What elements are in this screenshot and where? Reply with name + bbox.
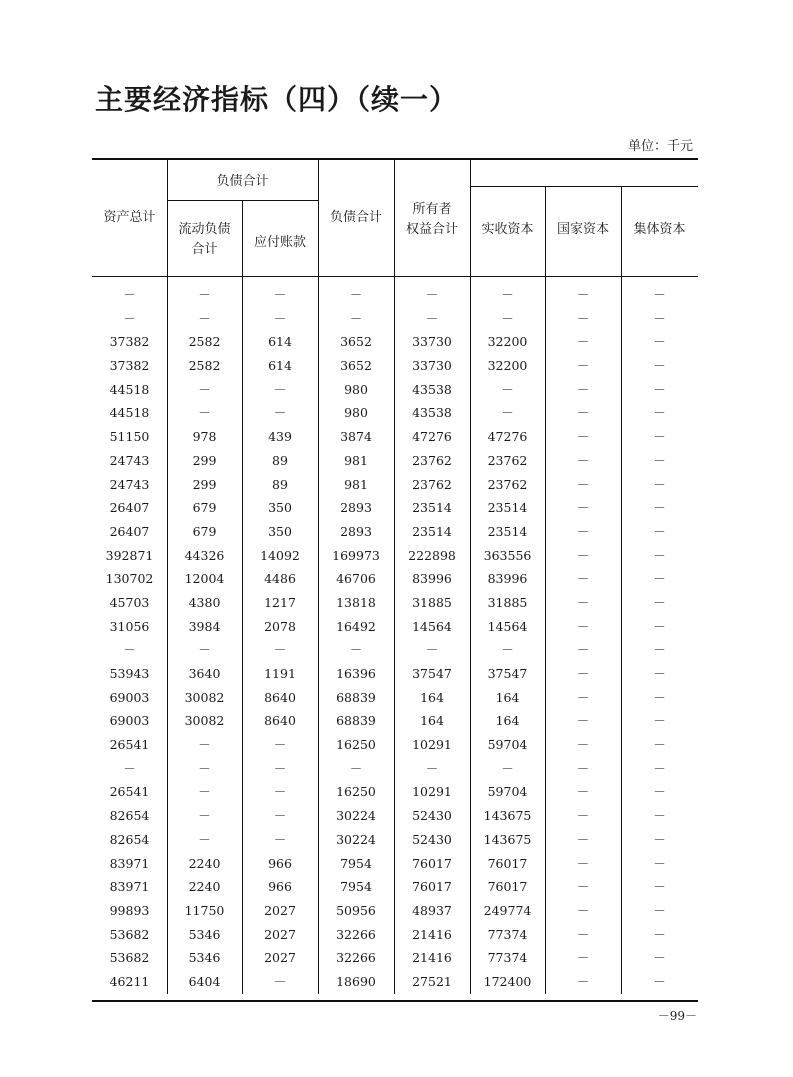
cell-assets-total: 37382 (109, 334, 150, 350)
cell-assets-total: 44518 (109, 381, 150, 397)
cell-owners-equity: 164 (420, 713, 444, 729)
cell-accounts-payable: 14092 (260, 547, 300, 563)
table-row (92, 662, 698, 686)
header-paid-in-capital: 实收资本 (481, 222, 534, 237)
page-number: －99－ (657, 1009, 697, 1023)
cell-current-liabilities: 679 (192, 500, 217, 516)
cell-liabilities-total: 16250 (336, 784, 376, 800)
cell-accounts-payable: － (273, 287, 287, 302)
cell-accounts-payable: 350 (268, 500, 292, 516)
header-collective-capital: 集体资本 (633, 222, 686, 237)
cell-collective-capital: － (653, 950, 666, 966)
cell-collective-capital: － (653, 381, 666, 397)
cell-assets-total: 51150 (109, 429, 150, 445)
cell-collective-capital: － (653, 476, 666, 492)
cell-state-capital: － (576, 831, 590, 847)
cell-state-capital: － (576, 618, 590, 634)
cell-current-liabilities: 3984 (188, 618, 221, 634)
cell-owners-equity: 10291 (412, 737, 452, 753)
cell-accounts-payable: － (273, 310, 287, 326)
cell-collective-capital: － (653, 287, 666, 302)
cell-paid-in-capital: 143675 (483, 808, 532, 824)
header-liabilities-group: 负债合计 (216, 174, 269, 189)
cell-liabilities-total: 16396 (336, 666, 376, 681)
cell-owners-equity: 222898 (408, 547, 456, 563)
cell-assets-total: 82654 (109, 808, 150, 824)
cell-owners-equity: 43538 (412, 381, 452, 397)
cell-owners-equity: 23762 (412, 476, 452, 492)
cell-paid-in-capital: 23762 (487, 476, 528, 492)
cell-liabilities-total: 2893 (340, 523, 372, 539)
cell-owners-equity: 48937 (412, 902, 452, 918)
cell-assets-total: 26541 (109, 784, 150, 800)
table-row (92, 591, 698, 615)
cell-collective-capital: － (653, 737, 666, 753)
cell-state-capital: － (576, 902, 590, 918)
cell-liabilities-total: 13818 (336, 594, 376, 610)
unit-label: 单位：千元 (627, 139, 693, 154)
cell-liabilities-total: 3652 (340, 358, 372, 374)
cell-current-liabilities: 2582 (188, 334, 221, 350)
cell-current-liabilities: 299 (192, 476, 217, 492)
cell-state-capital: － (576, 713, 590, 729)
cell-assets-total: 53682 (109, 926, 150, 942)
cell-owners-equity: 10291 (412, 784, 452, 800)
table-row (92, 401, 698, 425)
cell-paid-in-capital: 172400 (483, 973, 532, 989)
cell-current-liabilities: － (198, 287, 211, 302)
cell-accounts-payable: 966 (268, 879, 292, 895)
cell-paid-in-capital: 76017 (487, 879, 528, 895)
cell-state-capital: － (576, 358, 590, 374)
cell-accounts-payable: － (273, 381, 287, 397)
cell-state-capital: － (576, 594, 590, 610)
cell-accounts-payable: 8640 (264, 689, 296, 705)
cell-paid-in-capital: 32200 (487, 334, 528, 350)
cell-current-liabilities: － (198, 808, 211, 824)
cell-paid-in-capital: 363556 (483, 547, 532, 563)
cell-collective-capital: － (653, 855, 666, 871)
cell-paid-in-capital: － (501, 381, 514, 397)
cell-liabilities-total: 981 (344, 476, 368, 492)
cell-paid-in-capital: 59704 (487, 784, 528, 800)
cell-liabilities-total: 68839 (336, 713, 376, 729)
cell-assets-total: － (123, 310, 136, 326)
cell-current-liabilities: 978 (192, 429, 217, 445)
cell-assets-total: 99893 (109, 902, 150, 918)
cell-paid-in-capital: 77374 (487, 950, 528, 966)
cell-state-capital: － (576, 523, 590, 539)
table-row (92, 852, 698, 876)
cell-owners-equity: － (425, 310, 439, 326)
cell-liabilities-total: 3652 (340, 334, 372, 350)
table-row (92, 354, 698, 378)
cell-state-capital: － (576, 381, 590, 397)
table-row (92, 899, 698, 923)
cell-collective-capital: － (653, 618, 666, 634)
cell-liabilities-total: 2893 (340, 500, 372, 516)
cell-collective-capital: － (653, 334, 666, 350)
cell-accounts-payable: 89 (272, 476, 288, 492)
header-state-capital: 国家资本 (556, 222, 609, 237)
cell-liabilities-total: 50956 (336, 902, 376, 918)
cell-state-capital: － (576, 879, 590, 895)
cell-liabilities-total: 46706 (336, 571, 376, 587)
cell-paid-in-capital: － (501, 642, 514, 658)
cell-assets-total: 44518 (109, 405, 150, 421)
cell-assets-total: － (123, 760, 136, 776)
table-row (92, 804, 698, 828)
cell-assets-total: － (123, 287, 136, 302)
cell-collective-capital: － (653, 594, 666, 610)
cell-paid-in-capital: 23762 (487, 452, 528, 468)
cell-assets-total: 31056 (109, 618, 150, 634)
table-row (92, 638, 698, 662)
cell-paid-in-capital: 47276 (487, 429, 528, 445)
cell-current-liabilities: 30082 (184, 713, 225, 729)
cell-accounts-payable: 614 (268, 334, 292, 350)
table-bottom-rule (92, 1000, 698, 1002)
table-row (92, 970, 698, 994)
cell-current-liabilities: 4380 (188, 594, 221, 610)
cell-accounts-payable: － (273, 784, 287, 800)
cell-paid-in-capital: 77374 (487, 926, 528, 942)
table-row (92, 330, 698, 354)
cell-owners-equity: 14564 (412, 618, 452, 634)
cell-paid-in-capital: 14564 (487, 618, 528, 634)
cell-current-liabilities: － (198, 310, 211, 326)
cell-liabilities-total: 981 (344, 452, 368, 468)
cell-collective-capital: － (653, 713, 666, 729)
cell-state-capital: － (576, 476, 590, 492)
cell-assets-total: 392871 (105, 547, 154, 563)
cell-current-liabilities: － (198, 784, 211, 800)
cell-assets-total: 24743 (109, 476, 150, 492)
cell-collective-capital: － (653, 429, 666, 445)
cell-owners-equity: 23762 (412, 452, 452, 468)
cell-current-liabilities: 2240 (188, 855, 221, 871)
table-row (92, 923, 698, 947)
cell-assets-total: － (123, 642, 136, 658)
cell-collective-capital: － (653, 831, 666, 847)
cell-accounts-payable: 89 (272, 452, 288, 468)
cell-current-liabilities: 2240 (188, 879, 221, 895)
page-title: 主要经济指标（四）（续一） (95, 83, 459, 116)
table-row (92, 425, 698, 449)
header-accounts-payable: 应付账款 (253, 235, 306, 250)
cell-current-liabilities: － (198, 381, 211, 397)
cell-liabilities-total: 18690 (336, 973, 376, 989)
cell-paid-in-capital: 143675 (483, 831, 532, 847)
cell-current-liabilities: 12004 (184, 571, 225, 587)
cell-current-liabilities: 30082 (184, 689, 225, 705)
cell-paid-in-capital: － (501, 405, 514, 421)
cell-paid-in-capital: 23514 (487, 523, 528, 539)
cell-owners-equity: 52430 (412, 831, 452, 847)
table-row (92, 757, 698, 781)
cell-owners-equity: 31885 (412, 594, 452, 610)
table-row (92, 733, 698, 757)
table-row (92, 544, 698, 568)
table-row (92, 946, 698, 970)
cell-paid-in-capital: 249774 (483, 902, 532, 918)
cell-liabilities-total: － (349, 310, 363, 326)
cell-owners-equity: 37547 (412, 666, 452, 681)
table-row (92, 780, 698, 804)
economic-indicators-table (92, 158, 698, 1002)
table-header (92, 160, 698, 277)
cell-paid-in-capital: － (501, 310, 514, 326)
cell-collective-capital: － (653, 902, 666, 918)
cell-accounts-payable: 350 (268, 523, 292, 539)
cell-accounts-payable: － (273, 405, 287, 421)
table-row (92, 449, 698, 473)
cell-collective-capital: － (653, 571, 666, 587)
cell-accounts-payable: － (273, 642, 287, 658)
cell-collective-capital: － (653, 452, 666, 468)
cell-collective-capital: － (653, 523, 666, 539)
cell-liabilities-total: － (349, 760, 363, 776)
cell-paid-in-capital: 59704 (487, 737, 528, 753)
cell-paid-in-capital: 164 (495, 713, 520, 729)
cell-state-capital: － (576, 973, 590, 989)
cell-current-liabilities: － (198, 760, 211, 776)
cell-owners-equity: － (425, 287, 439, 302)
cell-current-liabilities: 2582 (188, 358, 221, 374)
table-row (92, 496, 698, 520)
cell-accounts-payable: 1217 (264, 594, 296, 610)
cell-liabilities-total: 30224 (336, 808, 376, 824)
cell-collective-capital: － (653, 926, 666, 942)
cell-accounts-payable: 439 (268, 429, 292, 445)
cell-paid-in-capital: 32200 (487, 358, 528, 374)
cell-liabilities-total: 32266 (336, 926, 376, 942)
cell-state-capital: － (576, 547, 590, 563)
cell-collective-capital: － (653, 879, 666, 895)
cell-owners-equity: 52430 (412, 808, 452, 824)
cell-collective-capital: － (653, 500, 666, 516)
cell-owners-equity: 47276 (412, 429, 452, 445)
header-liabilities-total: 负债合计 (329, 210, 382, 225)
table-row (92, 709, 698, 733)
cell-state-capital: － (576, 784, 590, 800)
cell-state-capital: － (576, 855, 590, 871)
cell-current-liabilities: 679 (192, 523, 217, 539)
cell-collective-capital: － (653, 358, 666, 374)
cell-assets-total: 53943 (109, 666, 150, 681)
cell-state-capital: － (576, 452, 590, 468)
header-assets-total: 资产总计 (103, 210, 156, 225)
cell-paid-in-capital: 37547 (487, 666, 528, 681)
cell-state-capital: － (576, 666, 590, 681)
header-current-liabilities: 流动负债 合计 (178, 222, 231, 257)
cell-liabilities-total: 980 (344, 405, 368, 421)
cell-liabilities-total: 68839 (336, 689, 376, 705)
cell-assets-total: 53682 (109, 950, 150, 966)
cell-liabilities-total: 3874 (340, 429, 372, 445)
cell-accounts-payable: 614 (268, 358, 292, 374)
cell-owners-equity: 23514 (412, 500, 452, 516)
cell-state-capital: － (576, 737, 590, 753)
cell-state-capital: － (576, 500, 590, 516)
cell-assets-total: 46211 (109, 973, 150, 989)
cell-paid-in-capital: 76017 (487, 855, 528, 871)
cell-assets-total: 83971 (109, 855, 150, 871)
cell-collective-capital: － (653, 973, 666, 989)
cell-current-liabilities: － (198, 642, 211, 658)
cell-state-capital: － (576, 642, 590, 658)
cell-accounts-payable: － (273, 760, 287, 776)
header-owners-equity: 所有者 权益合计 (405, 202, 458, 237)
cell-collective-capital: － (653, 310, 666, 326)
cell-assets-total: 24743 (109, 452, 150, 468)
cell-owners-equity: 76017 (412, 879, 452, 895)
cell-owners-equity: 33730 (412, 334, 452, 350)
table-row (92, 473, 698, 497)
cell-owners-equity: 33730 (412, 358, 452, 374)
cell-current-liabilities: － (198, 737, 211, 753)
cell-owners-equity: 83996 (412, 571, 452, 587)
cell-state-capital: － (576, 760, 590, 776)
table-row (92, 875, 698, 899)
cell-liabilities-total: 16250 (336, 737, 376, 753)
cell-liabilities-total: － (349, 287, 363, 302)
cell-liabilities-total: 7954 (340, 879, 372, 895)
table-row (92, 686, 698, 710)
cell-paid-in-capital: － (501, 287, 514, 302)
cell-collective-capital: － (653, 784, 666, 800)
cell-state-capital: － (576, 926, 590, 942)
cell-owners-equity: 43538 (412, 405, 452, 421)
cell-paid-in-capital: 164 (495, 689, 520, 705)
cell-state-capital: － (576, 310, 590, 326)
cell-accounts-payable: 2027 (264, 926, 296, 942)
cell-owners-equity: 27521 (412, 973, 452, 989)
cell-accounts-payable: － (273, 737, 287, 753)
cell-current-liabilities: － (198, 831, 211, 847)
cell-paid-in-capital: 31885 (487, 594, 528, 610)
cell-accounts-payable: 2027 (264, 950, 296, 966)
cell-state-capital: － (576, 689, 590, 705)
cell-assets-total: 69003 (109, 713, 150, 729)
cell-accounts-payable: 2078 (264, 618, 296, 634)
cell-accounts-payable: － (273, 808, 287, 824)
table-row (92, 567, 698, 591)
cell-current-liabilities: 5346 (188, 926, 221, 942)
cell-state-capital: － (576, 405, 590, 421)
table-row (92, 307, 698, 331)
cell-assets-total: 37382 (109, 358, 150, 374)
cell-assets-total: 45703 (109, 594, 150, 610)
cell-accounts-payable: － (273, 831, 287, 847)
cell-collective-capital: － (653, 547, 666, 563)
cell-collective-capital: － (653, 642, 666, 658)
table-row (92, 283, 698, 307)
cell-assets-total: 82654 (109, 831, 150, 847)
cell-collective-capital: － (653, 666, 666, 681)
cell-current-liabilities: － (198, 405, 211, 421)
cell-liabilities-total: － (349, 642, 363, 658)
cell-assets-total: 83971 (109, 879, 150, 895)
cell-liabilities-total: 7954 (340, 855, 372, 871)
cell-assets-total: 26407 (109, 500, 150, 516)
cell-current-liabilities: 299 (192, 452, 217, 468)
table-body (92, 277, 698, 994)
cell-liabilities-total: 32266 (336, 950, 376, 966)
cell-paid-in-capital: 23514 (487, 500, 528, 516)
cell-state-capital: － (576, 950, 590, 966)
table-row (92, 828, 698, 852)
cell-liabilities-total: 169973 (332, 547, 380, 563)
cell-accounts-payable: 4486 (264, 571, 296, 587)
cell-state-capital: － (576, 334, 590, 350)
cell-current-liabilities: 44326 (184, 547, 225, 563)
table-row (92, 520, 698, 544)
cell-state-capital: － (576, 808, 590, 824)
cell-current-liabilities: 5346 (188, 950, 221, 966)
cell-collective-capital: － (653, 689, 666, 705)
cell-assets-total: 26407 (109, 523, 150, 539)
cell-owners-equity: 23514 (412, 523, 452, 539)
cell-accounts-payable: 966 (268, 855, 292, 871)
cell-state-capital: － (576, 429, 590, 445)
cell-accounts-payable: 8640 (264, 713, 296, 729)
cell-current-liabilities: 11750 (184, 902, 225, 918)
cell-current-liabilities: 6404 (188, 973, 221, 989)
cell-owners-equity: 76017 (412, 855, 452, 871)
cell-owners-equity: 164 (420, 689, 444, 705)
cell-owners-equity: － (425, 760, 439, 776)
cell-collective-capital: － (653, 808, 666, 824)
cell-assets-total: 26541 (109, 737, 150, 753)
cell-owners-equity: 21416 (412, 950, 452, 966)
cell-liabilities-total: 980 (344, 381, 368, 397)
cell-assets-total: 130702 (105, 571, 154, 587)
table-row (92, 378, 698, 402)
cell-assets-total: 69003 (109, 689, 150, 705)
cell-paid-in-capital: － (501, 760, 514, 776)
cell-paid-in-capital: 83996 (487, 571, 528, 587)
table-row (92, 615, 698, 639)
cell-owners-equity: 21416 (412, 926, 452, 942)
cell-current-liabilities: 3640 (188, 666, 221, 681)
cell-collective-capital: － (653, 760, 666, 776)
cell-accounts-payable: － (273, 973, 287, 989)
cell-liabilities-total: 16492 (336, 618, 376, 634)
cell-collective-capital: － (653, 405, 666, 421)
cell-state-capital: － (576, 571, 590, 587)
cell-accounts-payable: 2027 (264, 902, 296, 918)
cell-owners-equity: － (425, 642, 439, 658)
cell-accounts-payable: 1191 (264, 666, 296, 681)
cell-state-capital: － (576, 287, 590, 302)
cell-liabilities-total: 30224 (336, 831, 376, 847)
